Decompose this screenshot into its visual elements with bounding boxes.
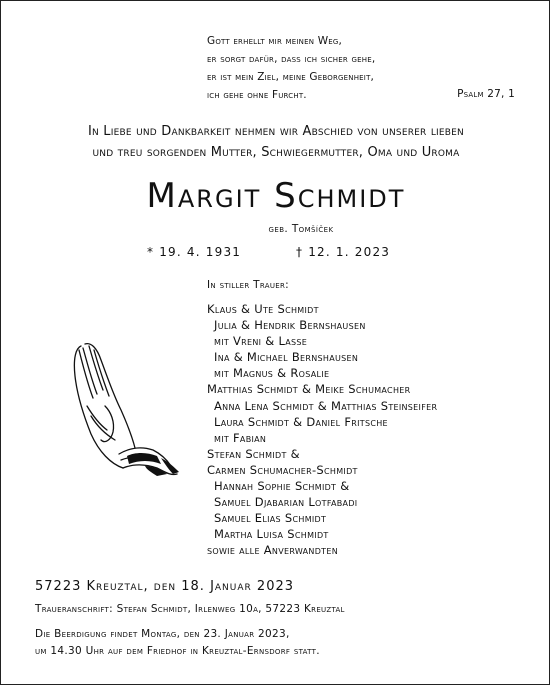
birth-date: * 19. 4. 1931	[147, 245, 242, 259]
psalm-reference: Psalm 27, 1	[457, 88, 515, 100]
deceased-name: Margit Schmidt	[146, 176, 406, 216]
mourner-line: Martha Luisa Schmidt	[214, 527, 329, 542]
mourners-intro: In stiller Trauer:	[207, 279, 290, 291]
mourner-line: Laura Schmidt & Daniel Fritsche	[214, 414, 388, 429]
intro-line: und treu sorgenden Mutter, Schwiegermutter, Oma und Uroma	[92, 145, 460, 160]
mourner-line: Samuel Elias Schmidt	[214, 511, 327, 526]
poem-line: ich gehe ohne Furcht.	[207, 89, 307, 101]
poem-line: er sorgt dafür, dass ich sicher gehe,	[207, 53, 376, 65]
mourner-line: Stefan Schmidt &	[207, 446, 300, 461]
mourner-line: Hannah Sophie Schmidt &	[214, 479, 350, 494]
intro-text	[1, 121, 550, 163]
funeral-info	[35, 626, 320, 660]
mourner-line: mit Magnus & Rosalie	[214, 366, 330, 381]
place-and-date: 57223 Kreuztal, den 18. Januar 2023	[35, 579, 295, 594]
mourner-line: Matthias Schmidt & Meike Schumacher	[207, 382, 411, 397]
praying-hands-icon	[61, 336, 186, 486]
mourner-line: Ina & Michael Bernshausen	[214, 350, 359, 365]
mourners-list	[207, 301, 437, 559]
birth-name: geb. Tomšíček	[268, 223, 334, 235]
mourner-line: Samuel Djabarian Lotfabadi	[214, 495, 358, 510]
mourner-line: sowie alle Anverwandten	[207, 543, 338, 558]
mourner-line: mit Vreni & Lasse	[214, 334, 308, 349]
mourner-line: Anna Lena Schmidt & Matthias Steinseifer	[214, 398, 438, 413]
intro-line: In Liebe und Dankbarkeit nehmen wir Abschied von unserer lieben	[88, 124, 464, 139]
poem-line: er ist mein Ziel, meine Geborgenheit,	[207, 71, 375, 83]
mourner-line: Carmen Schumacher-Schmidt	[207, 462, 358, 477]
mourner-line: Klaus & Ute Schmidt	[207, 302, 319, 316]
mourner-line: mit Fabian	[214, 430, 267, 445]
poem-line: Gott erhellt mir meinen Weg,	[207, 35, 343, 47]
poem	[207, 32, 375, 104]
mourning-address: Traueranschrift: Stefan Schmidt, Irlenweg 10a, 57223 Kreuztal	[35, 603, 345, 615]
death-date: † 12. 1. 2023	[296, 245, 391, 259]
funeral-line: Die Beerdigung findet Montag, den 23. Januar 2023,	[35, 628, 290, 640]
funeral-line: um 14.30 Uhr auf dem Friedhof in Kreuztal-Ernsdorf statt.	[35, 645, 320, 657]
mourner-line: Julia & Hendrik Bernshausen	[214, 318, 366, 333]
